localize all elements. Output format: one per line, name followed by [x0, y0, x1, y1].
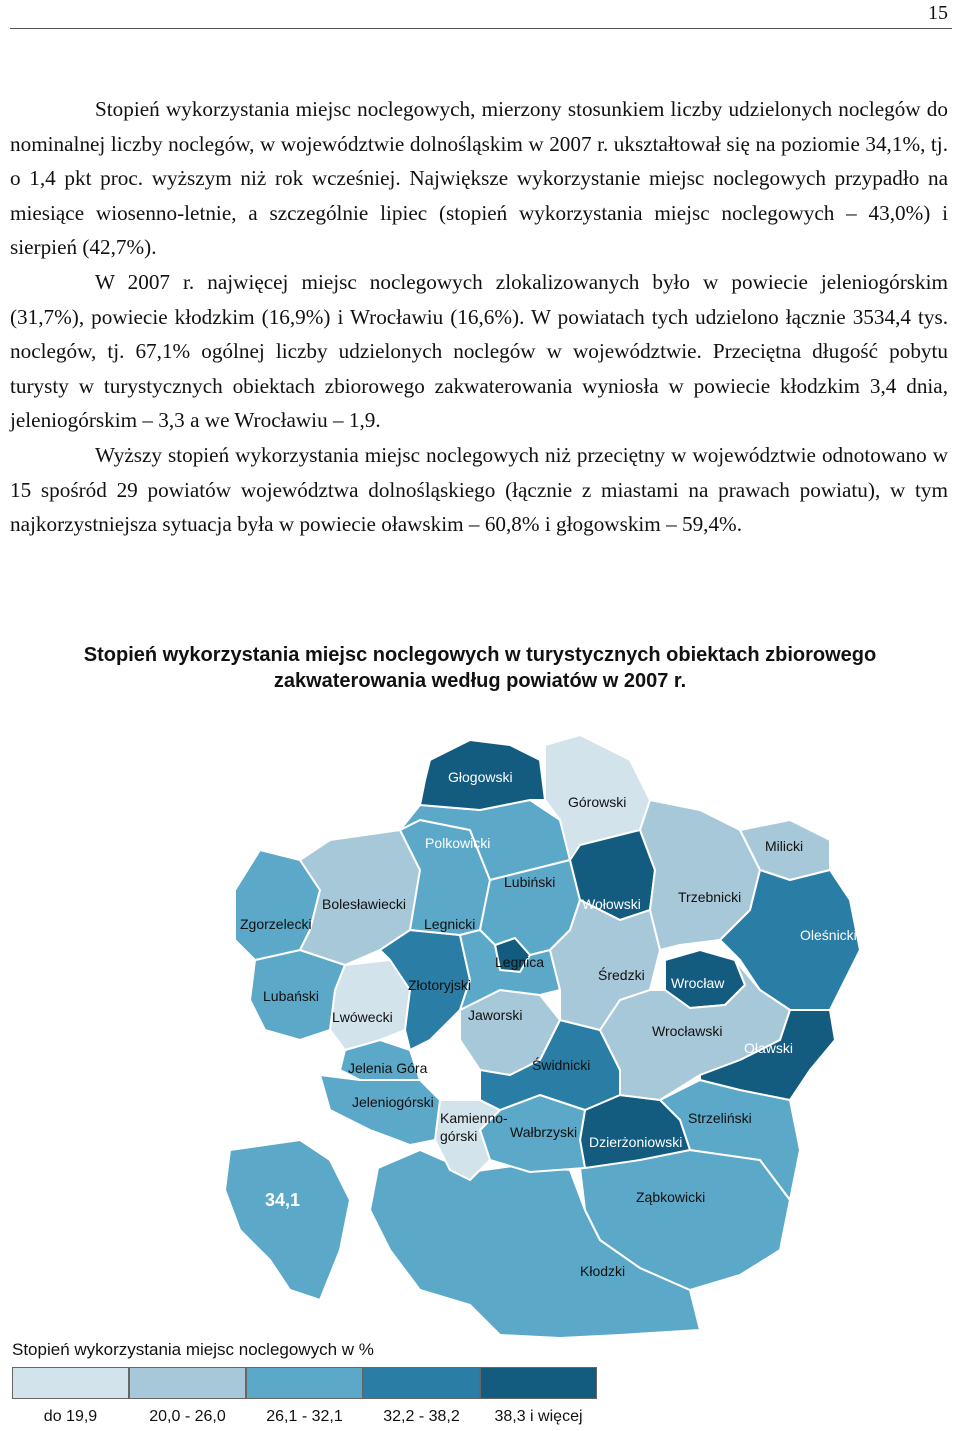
paragraph-3: Wyższy stopień wykorzystania miejsc noclegowych niż przeciętny w województwie odnotowano w 15 spośród 29 powiatów województwa dolnośląskiego (łącznie z miastami na prawach powiatu), w tym najkorzystniejsza sytuacja była w powiecie oławskim – 60,8% i głogowskim – 59,4%.: [10, 442, 948, 537]
legend-title: Stopień wykorzystania miejsc noclegowych w %: [12, 1340, 374, 1359]
average-value-label: 34,1: [265, 1190, 301, 1210]
label-gorowski: Górowski: [568, 794, 627, 810]
label-kamiennogorski-2: górski: [440, 1128, 478, 1144]
label-lwowecki: Lwówecki: [332, 1009, 393, 1025]
legend-swatch-3: [246, 1367, 363, 1399]
label-zlotoryjski: Złotoryjski: [408, 977, 472, 993]
paragraph-1: Stopień wykorzystania miejsc noclegowych, mierzony stosunkiem liczby udzielonych noclegów do nominalnej liczby noclegów, w województwie dolnośląskim w 2007 r. ukształtował się na poziomie 34,1%, tj. o 1,4 pkt proc. wyższym niż rok wcześniej. Największe wykorzystanie miejsc noclegowych przypadło na miesiące wiosenno-letnie, a szczególnie lipiec (stopień wykorzystania miejsc noclegowych – 43,0%) i sierpień (42,7%).: [10, 97, 948, 260]
map-title-line-1: Stopień wykorzystania miejsc noclegowych w turystycznych obiektach zbiorowego: [83, 644, 877, 666]
label-kamiennogorski-1: Kamienno-: [440, 1110, 508, 1126]
label-swidnicki: Świdnicki: [532, 1057, 591, 1073]
label-sredzki: Średzki: [598, 967, 645, 983]
legend-swatch-1: [12, 1367, 129, 1399]
district-jeleniogorski[interactable]: [320, 1075, 440, 1145]
label-wolowski: Wołowski: [582, 896, 641, 912]
label-jaworski: Jaworski: [468, 1007, 523, 1023]
label-wroclawski: Wrocławski: [652, 1023, 723, 1039]
map-title-line-2: zakwaterowania według powiatów w 2007 r.: [273, 670, 687, 692]
legend-label-4: 32,2 - 38,2: [383, 1408, 460, 1425]
label-trzebnicki: Trzebnicki: [678, 889, 742, 905]
legend-label-5: 38,3 i więcej: [494, 1408, 583, 1425]
label-dzierzoniowski: Dzierżoniowski: [589, 1134, 683, 1150]
legend-label-2: 20,0 - 26,0: [149, 1408, 226, 1425]
legend-swatch-2: [129, 1367, 246, 1399]
district-jeleniogorski-south[interactable]: [225, 1140, 350, 1300]
label-olawski: Oławski: [744, 1040, 794, 1056]
label-boleslawiecki: Bolesławiecki: [322, 896, 407, 912]
label-polkowicki: Polkowicki: [425, 835, 491, 851]
legend-label-1: do 19,9: [43, 1408, 98, 1425]
label-jeleniogorski: Jeleniogórski: [352, 1094, 434, 1110]
label-klodzki: Kłodzki: [580, 1263, 626, 1279]
label-wroclaw: Wrocław: [671, 975, 725, 991]
label-legnicki: Legnicki: [424, 916, 476, 932]
label-strzelinski: Strzeliński: [688, 1110, 752, 1126]
legend-label-3: 26,1 - 32,1: [266, 1408, 343, 1425]
label-zabkowicki: Ząbkowicki: [636, 1189, 706, 1205]
label-milicki: Milicki: [765, 838, 804, 854]
paragraph-2: W 2007 r. najwięcej miejsc noclegowych zlokalizowanych było w powiecie jeleniogórskim (31,7%), powiecie kłodzkim (16,9%) i Wrocławiu (16,6%). W powiatach tych udzielono łącznie 3534,4 tys. noclegów, tj. 67,1% ogólnej liczby udzielonych noclegów w województwie. Przeciętna długość pobytu turysty w turystycznych obiektach zbiorowego zakwaterowania wyniosła w powiecie kłodzkim 3,4 dnia, jeleniogórskim – 3,3 a we Wrocławiu – 1,9.: [10, 269, 948, 433]
page-number: 15: [928, 2, 948, 24]
legend-swatches: [12, 1367, 597, 1399]
legend-labels: [12, 1408, 597, 1426]
label-olesnicki: Oleśnicki: [800, 927, 857, 943]
label-glogowski: Głogowski: [448, 769, 513, 785]
label-zgorzelecki: Zgorzelecki: [240, 916, 312, 932]
label-lubinski: Lubiński: [504, 874, 556, 890]
label-walbrzyski: Wałbrzyski: [510, 1124, 578, 1140]
label-jelenia-gora: Jelenia Góra: [348, 1060, 428, 1076]
legend-swatch-5: [480, 1367, 597, 1399]
label-legnica: Legnica: [495, 954, 545, 970]
label-lubanski: Lubański: [263, 988, 320, 1004]
legend-swatch-4: [363, 1367, 480, 1399]
